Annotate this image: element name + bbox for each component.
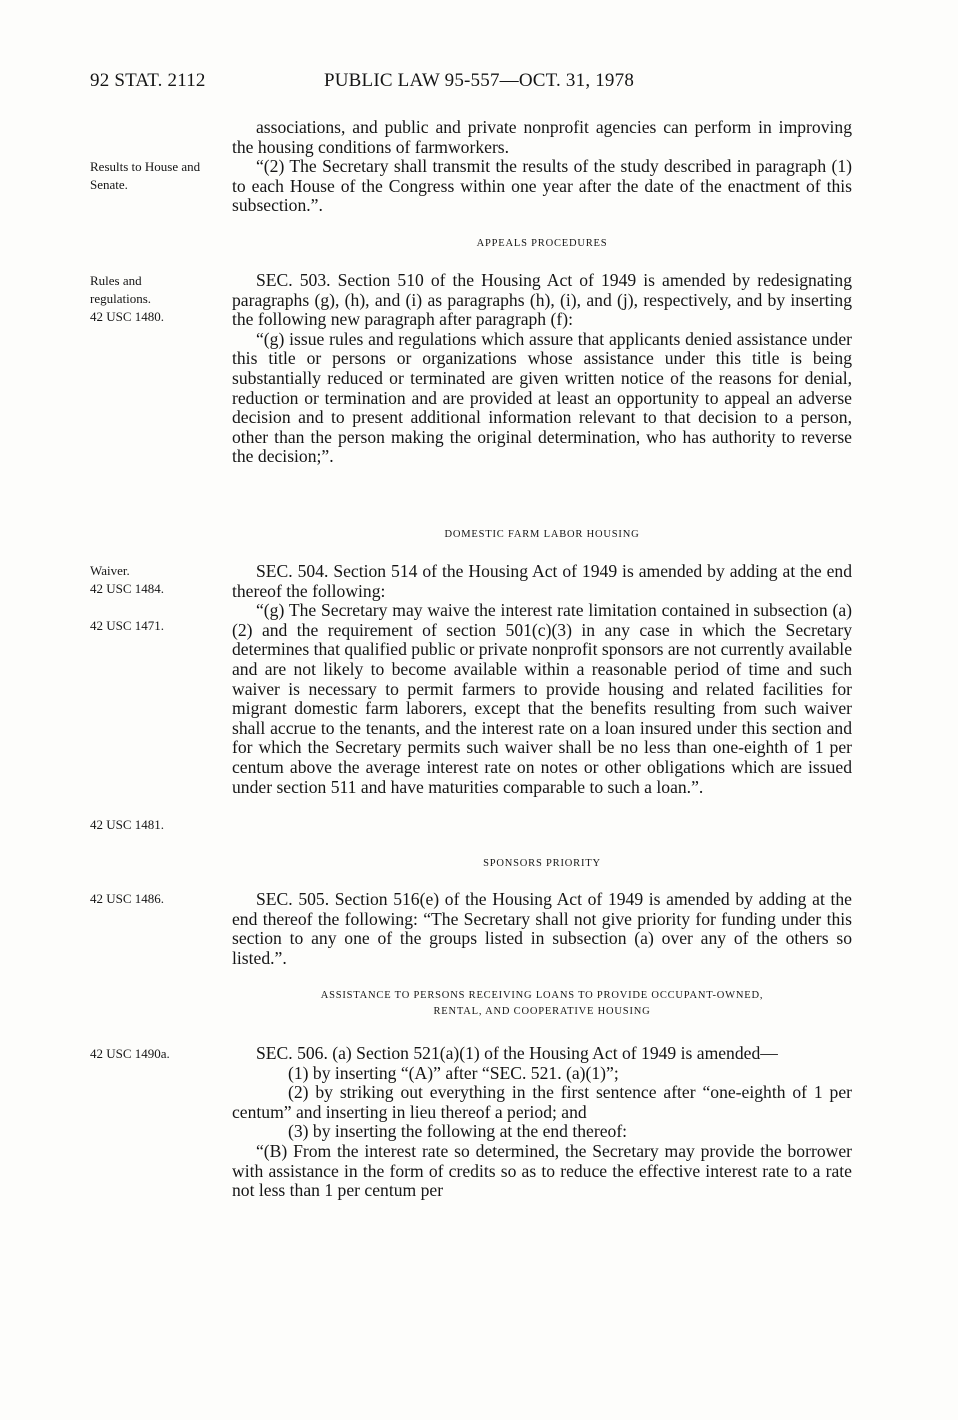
heading-appeals-text: APPEALS PROCEDURES	[476, 238, 608, 249]
section-506-item-2: (2) by striking out everything in the first sentence after “one-eighth of 1 per centum” and inserting in lieu thereof a period; and	[232, 1082, 852, 1122]
page-title: PUBLIC LAW 95-557—OCT. 31, 1978	[323, 70, 635, 91]
section-503	[232, 271, 852, 467]
margin-note-rules-line2: regulations.	[90, 291, 152, 306]
margin-note-usc-1486: 42 USC 1486.	[90, 891, 165, 906]
section-504-intro: SEC. 504. Section 514 of the Housing Act of 1949 is amended by adding at the end thereof the following:	[232, 561, 852, 601]
heading-domestic-farm-labor	[232, 527, 852, 543]
section-504	[232, 562, 852, 797]
margin-note-rules-line1: Rules and	[90, 273, 142, 288]
heading-sponsors-text: SPONSORS PRIORITY	[483, 858, 601, 869]
heading-assistance-line1: ASSISTANCE TO PERSONS RECEIVING LOANS TO PROVIDE OCCUPANT-OWNED,	[320, 990, 764, 1001]
section-503-paragraph-g: “(g) issue rules and regulations which assure that applicants denied assistance under this title or persons or organizations whose assistance under this title is being substantially reduced or terminated are given written notice of the reasons for denial, reduction or termination and are provided at least an opportunity to appeal an adverse decision and to present additional information relevant to that decision to a person, other than the person making the original determination, who has authority to reverse the decision;”.	[232, 328, 852, 467]
text-block-study	[232, 118, 852, 216]
section-506	[232, 1044, 852, 1201]
section-505-text: SEC. 505. Section 516(e) of the Housing Act of 1949 is amended by adding at the end thereof the following: “The Secretary shall not give priority for funding under this section to any one of the groups listed in subsection (a) over any of the others so listed.”.	[232, 889, 852, 968]
section-506-intro: SEC. 506. (a) Section 521(a)(1) of the Housing Act of 1949 is amended—	[256, 1043, 778, 1063]
margin-note-usc-1471: 42 USC 1471.	[90, 618, 165, 633]
heading-assistance	[232, 988, 852, 1020]
heading-assistance-line2: RENTAL, AND COOPERATIVE HOUSING	[433, 1006, 651, 1017]
section-504-paragraph-g: “(g) The Secretary may waive the interest rate limitation contained in subsection (a)(2) and the requirement of section 501(c)(3) in any case in which the Secretary determines that qualified public or private nonprofit sponsors are not currently available and are not likely to become available within a reasonable period of time and such waiver is necessary to permit farmers to provide housing and related facilities for migrant domestic farm laborers, except that the benefits resulting from such waiver shall accrue to the tenants, and the interest rate on a loan insured under this section and for which the Secretary permits such waiver shall be no less than one-eighth of 1 per centum above the average interest rate on notes or other obligations which are issued under section 511 and have maturities comparable to such a loan.”.	[232, 600, 852, 797]
margin-note-usc-1484: 42 USC 1484.	[90, 581, 165, 596]
margin-note-rules	[90, 272, 222, 326]
margin-note-usc-1480: 42 USC 1480.	[90, 309, 165, 324]
margin-note-waiver-label: Waiver.	[90, 563, 130, 578]
section-506-item-1: (1) by inserting “(A)” after “SEC. 521. (a)(1)”;	[288, 1062, 619, 1083]
paragraph-transmit-results: “(2) The Secretary shall transmit the results of the study described in paragraph (1) to each House of the Congress within one year after the date of the enactment of this subsection.”.	[232, 156, 852, 216]
margin-note-waiver	[90, 562, 222, 598]
section-505	[232, 890, 852, 968]
section-506-paragraph-B: “(B) From the interest rate so determined, the Secretary may provide the borrower with assistance in the form of credits so as to reduce the effective interest rate to a rate not less than 1 per centum per	[232, 1140, 852, 1201]
margin-note-usc-1490a: 42 USC 1490a.	[90, 1046, 170, 1061]
paragraph-associations: associations, and public and private nonprofit agencies can perform in improving the housing conditions of farmworkers.	[232, 117, 852, 157]
margin-note-usc-1481: 42 USC 1481.	[90, 817, 165, 832]
page-reference: 92 STAT. 2112	[90, 70, 206, 91]
margin-note-results: Results to House and Senate.	[90, 159, 201, 192]
section-503-intro: SEC. 503. Section 510 of the Housing Act of 1949 is amended by redesignating paragraphs (g), (h), and (i) as paragraphs (h), (i), and (j), respectively, and by inserting the following new paragraph after paragraph (f):	[232, 270, 852, 330]
heading-appeals-procedures	[232, 236, 852, 252]
section-506-item-3: (3) by inserting the following at the end thereof:	[288, 1121, 628, 1142]
heading-domestic-text: DOMESTIC FARM LABOR HOUSING	[444, 529, 640, 540]
heading-sponsors-priority	[232, 856, 852, 872]
